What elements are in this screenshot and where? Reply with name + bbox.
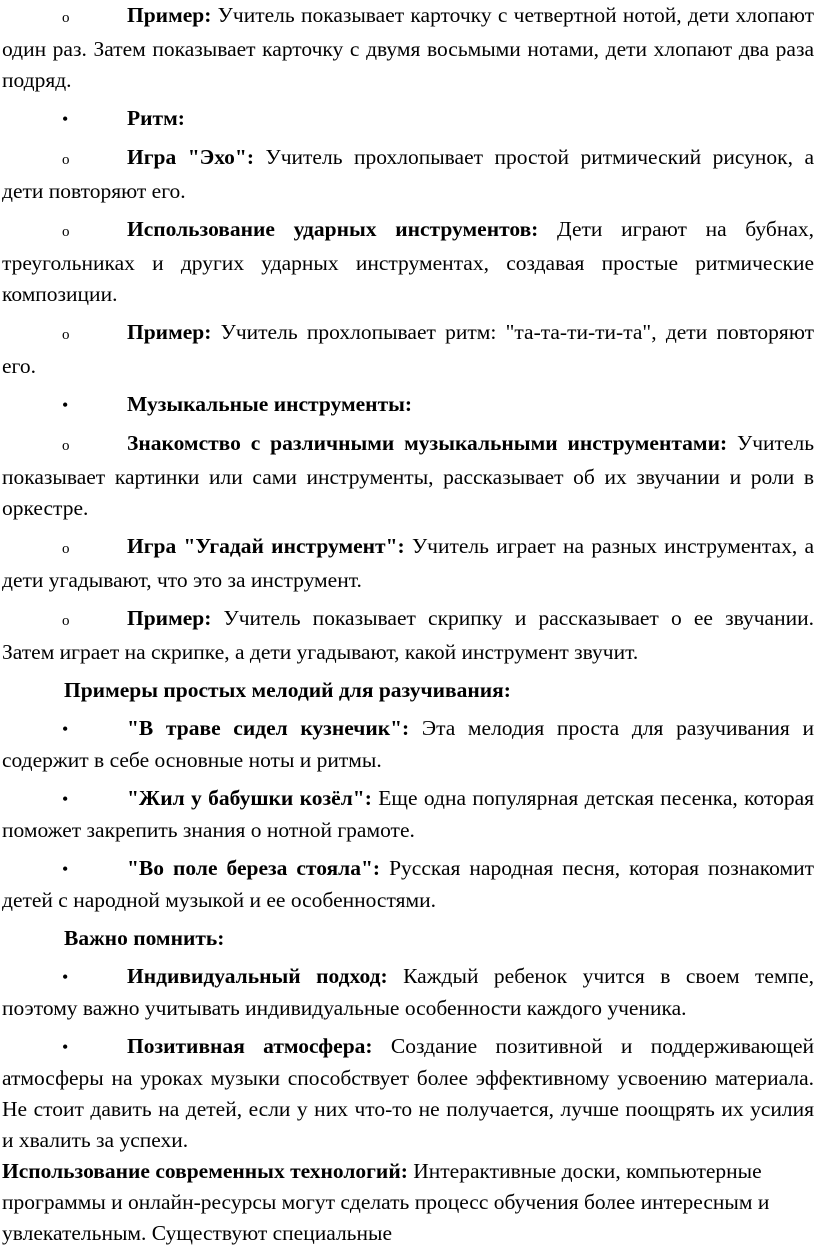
bullet-marker: • (62, 1037, 69, 1057)
sub-bullet-marker: o (62, 327, 70, 343)
item-label: Пример: (127, 606, 212, 630)
bullet-item-instruments (2, 389, 814, 421)
item-text: Русская народная песня, которая познакомит детей с народной музыкой и ее особенностями. (2, 856, 814, 912)
bullet-item-individual-approach (2, 961, 814, 1024)
sub-bullet-marker: o (62, 224, 70, 240)
bullet-marker: • (62, 395, 69, 415)
item-text: Эта мелодия проста для разучивания и содержит в себе основные ноты и ритмы. (2, 716, 814, 772)
sub-item-percussion (2, 214, 814, 310)
sub-bullet-marker: o (62, 438, 70, 454)
item-label: "В траве сидел кузнечик": (127, 716, 410, 740)
item-text: Учитель играет на разных инструментах, а дети угадывают, что это за инструмент. (2, 534, 814, 592)
item-text: Интерактивные доски, компьютерные программы и онлайн-ресурсы могут сделать процесс обучения более интересным и увлекательным. Существуют специальные (2, 1159, 770, 1245)
item-text: Учитель прохлопывает ритм: "та-та-ти-ти-та", дети повторяют его. (2, 320, 814, 378)
item-label: Индивидуальный подход: (127, 964, 388, 988)
item-label: "Жил у бабушки козёл": (127, 786, 372, 810)
sub-item-echo-game (2, 142, 814, 207)
paragraph-modern-technologies (2, 1156, 814, 1249)
bullet-marker: • (62, 789, 69, 809)
item-label: Пример: (127, 3, 212, 27)
item-label: Игра "Угадай инструмент": (127, 534, 405, 558)
bullet-item-rhythm (2, 103, 814, 135)
item-label: "Во поле береза стояла": (127, 856, 381, 880)
item-label: Игра "Эхо": (127, 145, 254, 169)
item-label: Музыкальные инструменты: (127, 392, 413, 416)
item-text: Учитель прохлопывает простой ритмический рисунок, а дети повторяют его. (2, 145, 814, 203)
item-label: Позитивная атмосфера: (127, 1034, 373, 1058)
bullet-marker: • (62, 719, 69, 739)
sub-item-example-quarter-note (2, 0, 814, 96)
sub-bullet-marker: o (62, 613, 70, 629)
item-label: Ритм: (127, 106, 185, 130)
item-text: Учитель показывает карточку с четвертной нотой, дети хлопают один раз. Затем показывает карточку с двумя восьмыми нотами, дети хлопают два раза подряд. (2, 3, 814, 92)
bullet-marker: • (62, 967, 69, 987)
bullet-item-melody-grasshopper (2, 713, 814, 776)
sub-bullet-marker: o (62, 10, 70, 26)
bullet-item-positive-atmosphere (2, 1031, 814, 1156)
item-label: Знакомство с различными музыкальными инструментами: (127, 431, 728, 455)
item-text: Учитель показывает скрипку и рассказывает о ее звучании. Затем играет на скрипке, а дети угадывают, какой инструмент звучит. (2, 606, 814, 664)
bullet-item-melody-goat (2, 783, 814, 846)
section-heading-remember: Важно помнить: (64, 926, 225, 950)
sub-bullet-marker: o (62, 541, 70, 557)
item-text: Дети играют на бубнах, треугольниках и других ударных инструментах, создавая простые ритмические композиции. (2, 217, 815, 306)
item-text: Учитель показывает картинки или сами инструменты, рассказывает об их звучании и роли в оркестре. (2, 431, 815, 520)
item-label: Использование современных технологий: (2, 1159, 408, 1183)
sub-item-example-violin (2, 603, 814, 668)
sub-item-instrument-intro (2, 428, 814, 524)
item-text: Каждый ребенок учится в своем темпе, поэтому важно учитывать индивидуальные особенности каждого ученика. (2, 964, 815, 1020)
sub-item-guess-instrument (2, 531, 814, 596)
sub-item-example-rhythm (2, 317, 814, 382)
bullet-item-melody-birch (2, 853, 814, 916)
item-text: Еще одна популярная детская песенка, которая поможет закрепить знания о нотной грамоте. (2, 786, 815, 842)
item-label: Использование ударных инструментов: (127, 217, 539, 241)
item-text: Создание позитивной и поддерживающей атмосферы на уроках музыки способствует более эффективному усвоению материала. Не стоит давить на детей, если у них что-то не получается, лучше поощрять их усилия и хвалить за успехи. (2, 1034, 814, 1152)
bullet-marker: • (62, 109, 69, 129)
item-label: Пример: (127, 320, 212, 344)
bullet-marker: • (62, 859, 69, 879)
section-heading-melodies: Примеры простых мелодий для разучивания: (64, 678, 511, 702)
sub-bullet-marker: o (62, 152, 70, 168)
